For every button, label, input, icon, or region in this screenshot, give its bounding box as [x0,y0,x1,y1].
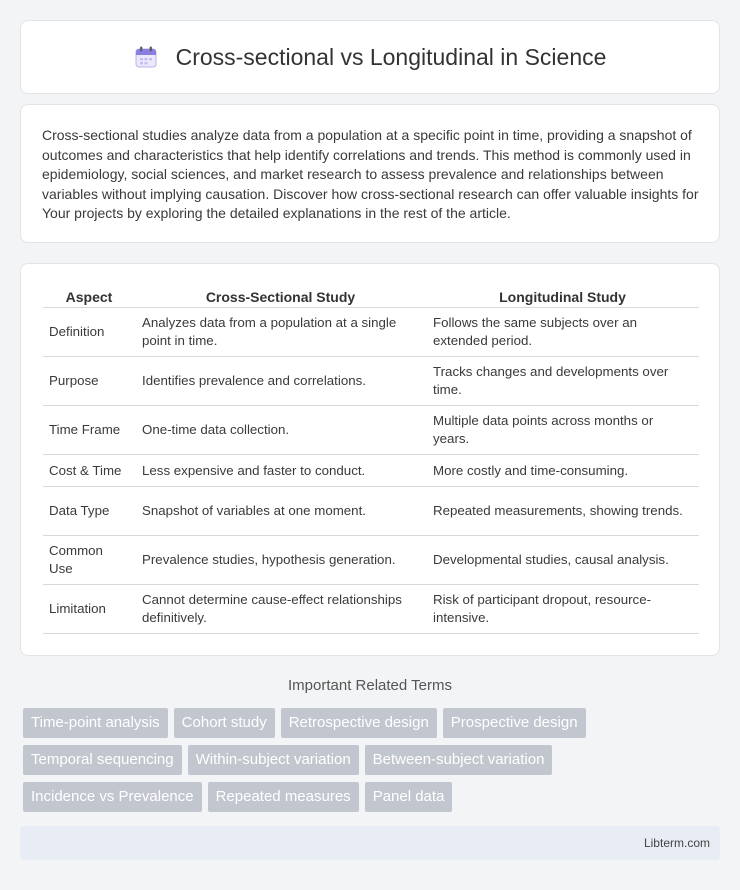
row-cross-sectional: Identifies prevalence and correlations. [135,357,426,406]
row-aspect: Common Use [43,536,135,585]
table-row [43,536,699,585]
row-aspect: Data Type [43,487,135,536]
related-terms-title: Important Related Terms [288,677,452,694]
row-longitudinal: More costly and time-consuming. [426,455,699,487]
table-row [43,308,699,357]
row-cross-sectional: Analyzes data from a population at a single point in time. [135,308,426,357]
title-wrap [134,44,607,71]
tag-between-subject-variation[interactable]: Between-subject variation [365,745,553,775]
header-card [20,20,720,94]
header-longitudinal: Longitudinal Study [426,286,699,308]
row-longitudinal: Developmental studies, causal analysis. [426,536,699,585]
row-aspect: Time Frame [43,406,135,455]
tag-within-subject-variation[interactable]: Within-subject variation [188,745,359,775]
row-aspect: Purpose [43,357,135,406]
tag-row [23,782,713,812]
row-longitudinal: Follows the same subjects over an extended period. [426,308,699,357]
row-longitudinal: Tracks changes and developments over time. [426,357,699,406]
page-title: Cross-sectional vs Longitudinal in Science [175,43,607,70]
comparison-table-card [20,263,720,656]
row-longitudinal: Repeated measurements, showing trends. [426,487,699,536]
footer [20,826,720,860]
header-cross-sectional: Cross-Sectional Study [135,286,426,308]
tag-row [23,708,713,738]
row-aspect: Definition [43,308,135,357]
tag-incidence-vs-prevalence[interactable]: Incidence vs Prevalence [23,782,202,812]
footer-site-link[interactable]: Libterm.com [643,836,710,850]
table-row [43,455,699,487]
related-terms-tags [23,708,713,819]
row-cross-sectional: Snapshot of variables at one moment. [135,487,426,536]
comparison-table [43,286,699,634]
tag-row [23,745,713,775]
row-aspect: Limitation [43,585,135,634]
row-cross-sectional: Less expensive and faster to conduct. [135,455,426,487]
table-row [43,487,699,536]
row-cross-sectional: Cannot determine cause-effect relationships definitively. [135,585,426,634]
tag-panel-data[interactable]: Panel data [365,782,453,812]
tag-retrospective-design[interactable]: Retrospective design [281,708,437,738]
table-row [43,585,699,634]
tag-repeated-measures[interactable]: Repeated measures [208,782,359,812]
table-header-row [43,286,699,308]
row-aspect: Cost & Time [43,455,135,487]
tag-cohort-study[interactable]: Cohort study [174,708,275,738]
calendar-icon [134,45,158,69]
row-longitudinal: Multiple data points across months or years. [426,406,699,455]
tag-temporal-sequencing[interactable]: Temporal sequencing [23,745,182,775]
row-cross-sectional: One-time data collection. [135,406,426,455]
row-longitudinal: Risk of participant dropout, resource-intensive. [426,585,699,634]
row-cross-sectional: Prevalence studies, hypothesis generation. [135,536,426,585]
table-row [43,357,699,406]
intro-text: Cross-sectional studies analyze data from a population at a specific point in time, providing a snapshot of outcomes and characteristics that help identify correlations and trends. This method is commonly used in epidemiology, social sciences, and market research to assess prevalence and relationships between variables without implying causation. Discover how cross-sectional research can offer valuable insights for Your projects by exploring the detailed explanations in the rest of the article. [42,127,699,222]
header-aspect: Aspect [43,286,135,308]
tag-prospective-design[interactable]: Prospective design [443,708,586,738]
table-row [43,406,699,455]
intro-card [20,104,720,243]
tag-time-point-analysis[interactable]: Time-point analysis [23,708,168,738]
